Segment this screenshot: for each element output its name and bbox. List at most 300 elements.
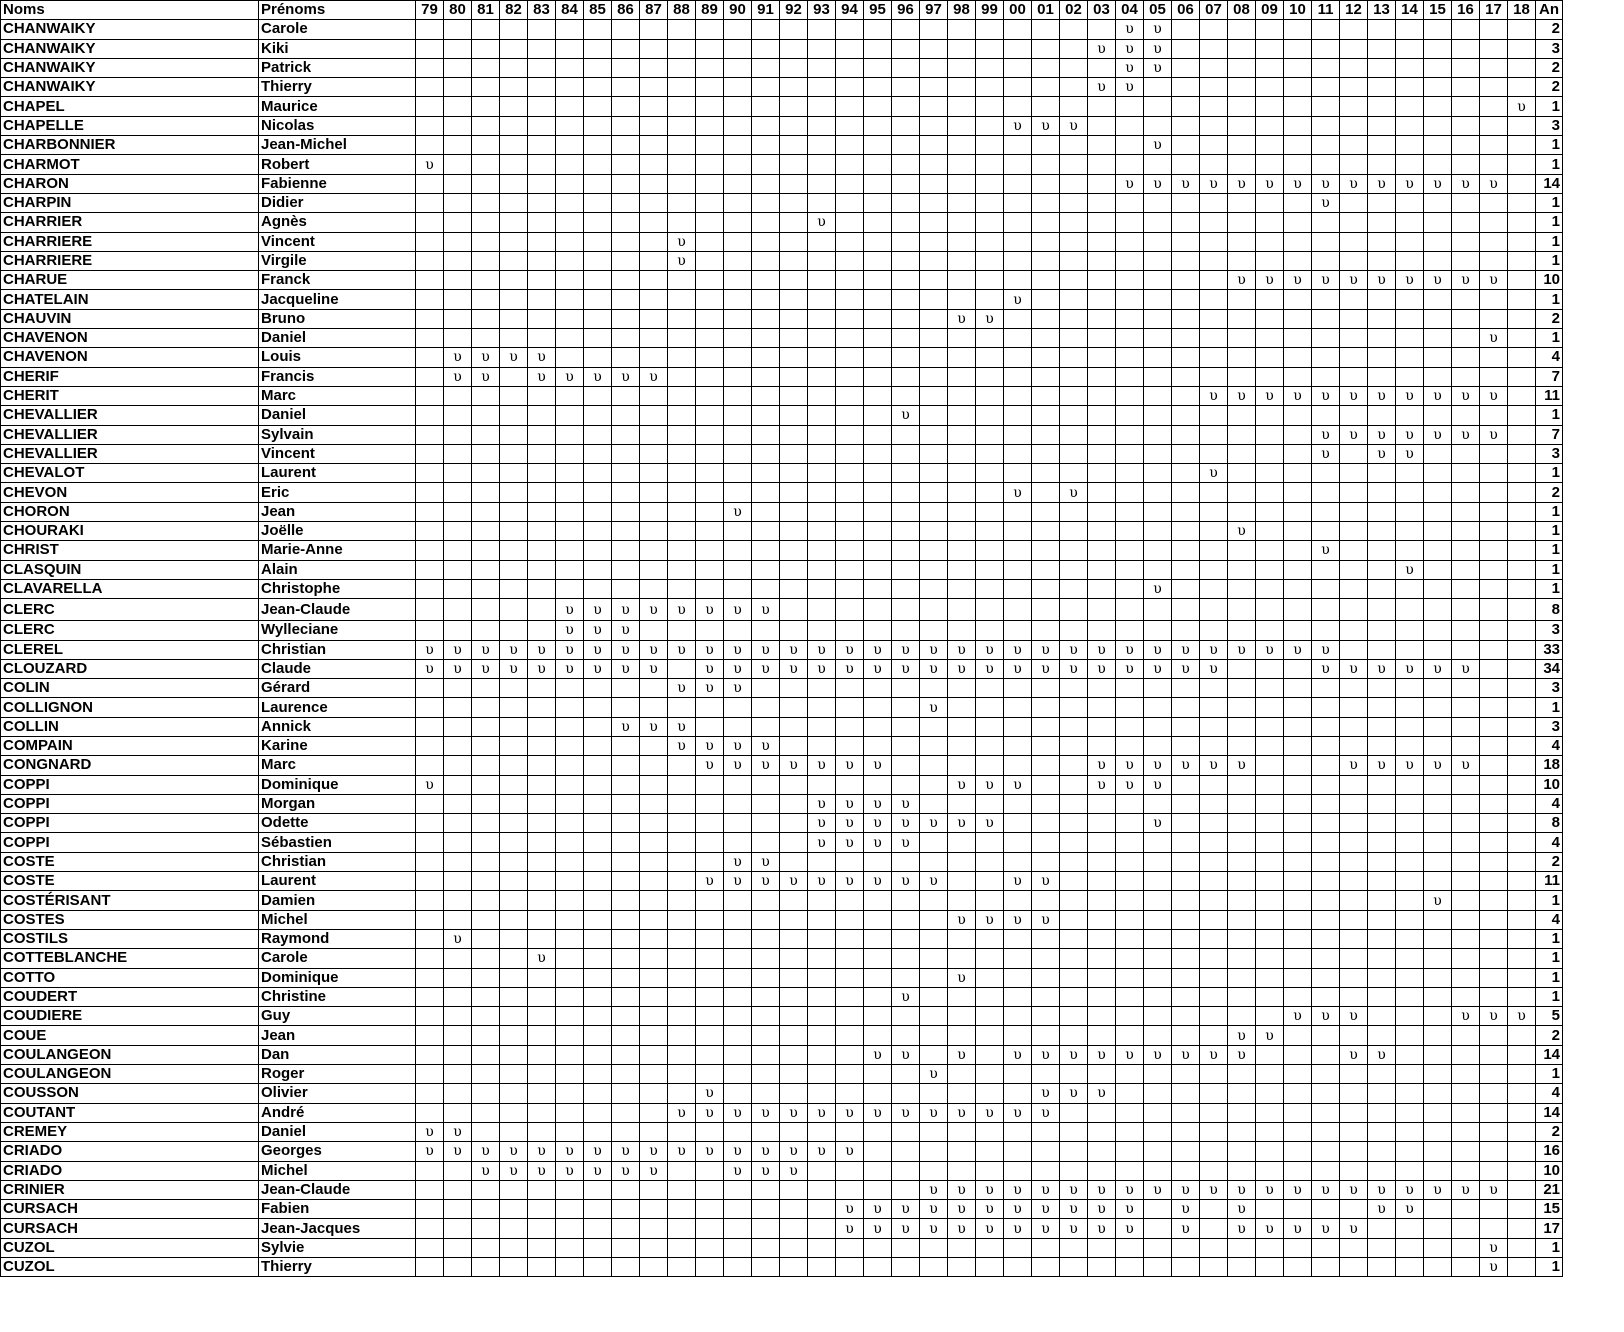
- cell-year: υ: [1116, 1219, 1144, 1238]
- cell-year: [1368, 136, 1396, 155]
- cell-year: [808, 1238, 836, 1257]
- cell-year: [864, 290, 892, 309]
- cell-year: [948, 1161, 976, 1180]
- cell-year: [528, 1065, 556, 1084]
- cell-year: υ: [1228, 1200, 1256, 1219]
- cell-year: [556, 20, 584, 39]
- cell-year: [612, 406, 640, 425]
- cell-year: [1060, 679, 1088, 698]
- cell-year: [1256, 621, 1284, 640]
- cell-year: [1032, 929, 1060, 948]
- cell-year: [500, 290, 528, 309]
- cell-year: [808, 329, 836, 348]
- cell-year: [416, 698, 444, 717]
- cell-year: [1172, 968, 1200, 987]
- cell-year: υ: [1200, 464, 1228, 483]
- cell-year: [444, 1065, 472, 1084]
- cell-year: [1424, 464, 1452, 483]
- cell-year: υ: [1424, 1180, 1452, 1199]
- cell-year: [808, 271, 836, 290]
- cell-year: [920, 1122, 948, 1141]
- cell-year: [1032, 833, 1060, 852]
- cell-year: υ: [724, 502, 752, 521]
- cell-year: [836, 987, 864, 1006]
- cell-year: [444, 599, 472, 621]
- cell-year: [1312, 1065, 1340, 1084]
- cell-year: [640, 949, 668, 968]
- cell-year: [1004, 833, 1032, 852]
- cell-year: [668, 136, 696, 155]
- cell-year: [1144, 193, 1172, 212]
- cell-year: [444, 406, 472, 425]
- cell-year: [668, 116, 696, 135]
- cell-year: [444, 541, 472, 560]
- cell-year: [1144, 1084, 1172, 1103]
- cell-year: [1228, 193, 1256, 212]
- table-row: [1, 406, 1563, 425]
- cell-year: [1088, 1103, 1116, 1122]
- cell-year: [1312, 987, 1340, 1006]
- cell-year: [1172, 271, 1200, 290]
- cell-prenom: Christian: [259, 852, 416, 871]
- cell-year: [528, 425, 556, 444]
- cell-year: [948, 116, 976, 135]
- cell-year: [640, 1200, 668, 1219]
- cell-nom: CUZOL: [1, 1238, 259, 1257]
- cell-year: [1508, 1200, 1536, 1219]
- cell-year: [612, 464, 640, 483]
- cell-year: [836, 155, 864, 174]
- cell-year: [892, 968, 920, 987]
- cell-year: [1508, 348, 1536, 367]
- cell-year: υ: [1340, 1007, 1368, 1026]
- cell-year: [1256, 522, 1284, 541]
- cell-year: [1256, 756, 1284, 775]
- cell-prenom: Fabien: [259, 1200, 416, 1219]
- cell-year: [640, 58, 668, 77]
- cell-year: υ: [808, 640, 836, 659]
- cell-year: [528, 20, 556, 39]
- cell-year: [1088, 1142, 1116, 1161]
- cell-year: [1004, 329, 1032, 348]
- cell-year: [920, 193, 948, 212]
- cell-year: [808, 1200, 836, 1219]
- cell-year: [1312, 406, 1340, 425]
- cell-year: [640, 987, 668, 1006]
- cell-year: [752, 891, 780, 910]
- cell-year: [1340, 775, 1368, 794]
- cell-year: [500, 1007, 528, 1026]
- cell-year: [1228, 775, 1256, 794]
- cell-nom: CHAVENON: [1, 348, 259, 367]
- cell-year: υ: [864, 659, 892, 678]
- cell-year: [1172, 1258, 1200, 1277]
- cell-year: υ: [1004, 1200, 1032, 1219]
- cell-year: [808, 599, 836, 621]
- cell-year: [1452, 872, 1480, 891]
- cell-year: [444, 872, 472, 891]
- cell-year: υ: [948, 814, 976, 833]
- cell-year: [1424, 444, 1452, 463]
- cell-year: [612, 155, 640, 174]
- cell-year: [1508, 136, 1536, 155]
- cell-year: [1088, 717, 1116, 736]
- cell-year: υ: [1116, 756, 1144, 775]
- cell-year: [1312, 348, 1340, 367]
- cell-year: [1032, 814, 1060, 833]
- table-body: [1, 20, 1563, 1277]
- cell-year: [948, 329, 976, 348]
- cell-year: [1480, 39, 1508, 58]
- cell-year: [920, 1084, 948, 1103]
- cell-nom: COTTEBLANCHE: [1, 949, 259, 968]
- cell-year: [556, 872, 584, 891]
- cell-year: [808, 987, 836, 1006]
- cell-year: [556, 502, 584, 521]
- cell-year: [1116, 251, 1144, 270]
- cell-year: [1004, 232, 1032, 251]
- cell-year: [1480, 20, 1508, 39]
- cell-year: [920, 444, 948, 463]
- cell-prenom: Roger: [259, 1065, 416, 1084]
- cell-year: [668, 833, 696, 852]
- cell-year: [1312, 599, 1340, 621]
- cell-year: [1284, 541, 1312, 560]
- cell-year: υ: [1452, 425, 1480, 444]
- cell-total: 3: [1536, 39, 1563, 58]
- cell-year: [948, 444, 976, 463]
- cell-year: [1032, 136, 1060, 155]
- cell-year: [1256, 1200, 1284, 1219]
- cell-year: [696, 987, 724, 1006]
- cell-year: [1144, 444, 1172, 463]
- table-row: [1, 1219, 1563, 1238]
- cell-year: [1284, 756, 1312, 775]
- cell-year: [1060, 756, 1088, 775]
- cell-year: υ: [808, 1103, 836, 1122]
- table-row: [1, 1103, 1563, 1122]
- cell-year: υ: [640, 367, 668, 386]
- cell-year: [1452, 1084, 1480, 1103]
- cell-year: [1424, 1045, 1452, 1064]
- cell-year: [612, 20, 640, 39]
- cell-year: [1032, 736, 1060, 755]
- cell-year: [948, 1238, 976, 1257]
- cell-year: [976, 155, 1004, 174]
- table-row: [1, 1142, 1563, 1161]
- header-total: An: [1536, 1, 1563, 20]
- cell-prenom: Jean-Claude: [259, 599, 416, 621]
- cell-year: [1144, 1219, 1172, 1238]
- cell-year: [1368, 155, 1396, 174]
- cell-year: [668, 910, 696, 929]
- table-row: [1, 1065, 1563, 1084]
- cell-year: [1284, 1026, 1312, 1045]
- table-row: [1, 58, 1563, 77]
- cell-year: [1424, 39, 1452, 58]
- cell-year: [1508, 891, 1536, 910]
- cell-year: [1060, 78, 1088, 97]
- cell-year: [472, 1026, 500, 1045]
- cell-year: [500, 910, 528, 929]
- cell-year: υ: [528, 1161, 556, 1180]
- cell-year: [528, 193, 556, 212]
- cell-year: [1144, 1161, 1172, 1180]
- cell-year: [1088, 852, 1116, 871]
- cell-year: [1060, 1258, 1088, 1277]
- cell-year: [724, 698, 752, 717]
- cell-year: [416, 599, 444, 621]
- cell-year: [1340, 1200, 1368, 1219]
- cell-year: [892, 271, 920, 290]
- cell-year: [808, 579, 836, 598]
- cell-year: [584, 910, 612, 929]
- cell-year: υ: [1144, 756, 1172, 775]
- cell-year: [836, 213, 864, 232]
- cell-year: [780, 833, 808, 852]
- cell-year: [836, 1258, 864, 1277]
- cell-year: [1508, 251, 1536, 270]
- cell-year: [808, 968, 836, 987]
- cell-year: [780, 949, 808, 968]
- cell-year: [416, 348, 444, 367]
- cell-year: [1396, 814, 1424, 833]
- cell-year: [696, 1045, 724, 1064]
- cell-year: [1312, 560, 1340, 579]
- cell-year: [1256, 329, 1284, 348]
- cell-year: [1088, 193, 1116, 212]
- cell-year: [948, 698, 976, 717]
- cell-year: [472, 425, 500, 444]
- cell-year: [1396, 852, 1424, 871]
- cell-year: υ: [1480, 425, 1508, 444]
- cell-year: [1452, 1122, 1480, 1141]
- cell-year: [780, 348, 808, 367]
- cell-year: [500, 599, 528, 621]
- cell-year: [1312, 1122, 1340, 1141]
- cell-year: [668, 425, 696, 444]
- cell-year: [1452, 116, 1480, 135]
- header-row: [1, 1, 1563, 20]
- cell-year: [612, 1045, 640, 1064]
- cell-year: [696, 1161, 724, 1180]
- cell-year: [1480, 891, 1508, 910]
- cell-year: [472, 987, 500, 1006]
- cell-year: [808, 1122, 836, 1141]
- cell-year: [808, 1180, 836, 1199]
- cell-total: 4: [1536, 348, 1563, 367]
- table-row: [1, 659, 1563, 678]
- cell-year: [444, 290, 472, 309]
- cell-year: [584, 522, 612, 541]
- cell-year: [1340, 814, 1368, 833]
- cell-year: υ: [724, 852, 752, 871]
- cell-year: [528, 309, 556, 328]
- cell-year: [1508, 502, 1536, 521]
- cell-year: [472, 174, 500, 193]
- cell-year: [444, 97, 472, 116]
- cell-year: [444, 1180, 472, 1199]
- cell-year: [1424, 406, 1452, 425]
- cell-year: υ: [584, 640, 612, 659]
- cell-year: [696, 39, 724, 58]
- cell-year: [780, 483, 808, 502]
- cell-year: υ: [612, 621, 640, 640]
- header-year: 03: [1088, 1, 1116, 20]
- cell-year: [1060, 444, 1088, 463]
- cell-year: [696, 794, 724, 813]
- cell-year: [892, 929, 920, 948]
- cell-year: υ: [640, 599, 668, 621]
- cell-year: [1116, 522, 1144, 541]
- cell-year: [1060, 309, 1088, 328]
- cell-year: [1452, 251, 1480, 270]
- cell-year: [836, 910, 864, 929]
- cell-nom: CREMEY: [1, 1122, 259, 1141]
- cell-year: [836, 522, 864, 541]
- cell-year: [836, 1180, 864, 1199]
- cell-year: [836, 193, 864, 212]
- cell-year: [1032, 698, 1060, 717]
- cell-year: υ: [1312, 271, 1340, 290]
- cell-year: υ: [640, 1142, 668, 1161]
- cell-year: [780, 1065, 808, 1084]
- cell-year: υ: [1368, 1200, 1396, 1219]
- cell-year: [1004, 756, 1032, 775]
- cell-year: [416, 232, 444, 251]
- cell-year: [472, 872, 500, 891]
- table-row: [1, 116, 1563, 135]
- cell-year: υ: [1424, 174, 1452, 193]
- cell-year: [1340, 213, 1368, 232]
- cell-year: [528, 155, 556, 174]
- cell-year: [1424, 1258, 1452, 1277]
- cell-year: [1060, 136, 1088, 155]
- cell-year: [1004, 1238, 1032, 1257]
- cell-year: [416, 560, 444, 579]
- cell-year: [920, 367, 948, 386]
- cell-year: [500, 464, 528, 483]
- cell-year: [1452, 968, 1480, 987]
- cell-year: [1088, 367, 1116, 386]
- table-row: [1, 1045, 1563, 1064]
- cell-year: [752, 39, 780, 58]
- cell-year: [864, 968, 892, 987]
- cell-year: [668, 929, 696, 948]
- cell-year: [836, 58, 864, 77]
- cell-prenom: Christophe: [259, 579, 416, 598]
- cell-year: [1424, 1219, 1452, 1238]
- cell-year: υ: [444, 1142, 472, 1161]
- cell-prenom: Nicolas: [259, 116, 416, 135]
- cell-year: [556, 1238, 584, 1257]
- cell-year: [668, 891, 696, 910]
- cell-year: υ: [416, 659, 444, 678]
- cell-year: [1424, 522, 1452, 541]
- cell-year: [1312, 1026, 1340, 1045]
- cell-year: [1088, 599, 1116, 621]
- cell-year: [1340, 406, 1368, 425]
- cell-year: [668, 522, 696, 541]
- cell-year: [640, 794, 668, 813]
- cell-year: υ: [1312, 386, 1340, 405]
- cell-year: [864, 193, 892, 212]
- cell-year: [444, 1161, 472, 1180]
- cell-year: [864, 367, 892, 386]
- cell-year: [1088, 232, 1116, 251]
- cell-prenom: Jean-Claude: [259, 1180, 416, 1199]
- cell-nom: CLAVARELLA: [1, 579, 259, 598]
- cell-year: [1004, 39, 1032, 58]
- cell-year: [444, 1219, 472, 1238]
- table-row: [1, 833, 1563, 852]
- cell-year: [1200, 1122, 1228, 1141]
- cell-year: υ: [1228, 522, 1256, 541]
- cell-year: [752, 621, 780, 640]
- cell-year: [1340, 1258, 1368, 1277]
- cell-year: [472, 1007, 500, 1026]
- cell-year: [444, 1026, 472, 1045]
- cell-year: [416, 949, 444, 968]
- cell-year: [1312, 116, 1340, 135]
- cell-year: [1228, 155, 1256, 174]
- cell-year: [1256, 1142, 1284, 1161]
- cell-year: υ: [1396, 386, 1424, 405]
- cell-year: [416, 717, 444, 736]
- cell-year: υ: [1480, 1007, 1508, 1026]
- cell-year: [1368, 290, 1396, 309]
- cell-year: [780, 1045, 808, 1064]
- cell-year: υ: [948, 309, 976, 328]
- cell-year: [1480, 367, 1508, 386]
- cell-year: [640, 1007, 668, 1026]
- cell-year: [500, 1065, 528, 1084]
- cell-year: [724, 193, 752, 212]
- cell-year: [668, 579, 696, 598]
- cell-total: 8: [1536, 599, 1563, 621]
- cell-year: [1312, 290, 1340, 309]
- cell-year: [500, 502, 528, 521]
- cell-year: [752, 1200, 780, 1219]
- cell-year: [948, 852, 976, 871]
- cell-year: υ: [1424, 659, 1452, 678]
- cell-year: [948, 794, 976, 813]
- cell-year: [1088, 794, 1116, 813]
- cell-year: [1144, 1142, 1172, 1161]
- cell-year: [696, 560, 724, 579]
- table-row: [1, 794, 1563, 813]
- cell-prenom: Morgan: [259, 794, 416, 813]
- cell-year: [640, 522, 668, 541]
- cell-year: [1452, 367, 1480, 386]
- header-year: 07: [1200, 1, 1228, 20]
- cell-year: [444, 502, 472, 521]
- table-row: [1, 756, 1563, 775]
- cell-year: [696, 814, 724, 833]
- cell-year: [528, 1219, 556, 1238]
- cell-total: 1: [1536, 232, 1563, 251]
- cell-year: [416, 483, 444, 502]
- cell-year: [444, 329, 472, 348]
- cell-year: υ: [1060, 1180, 1088, 1199]
- cell-year: [920, 116, 948, 135]
- cell-year: [1060, 1142, 1088, 1161]
- cell-year: υ: [1144, 640, 1172, 659]
- cell-year: [780, 794, 808, 813]
- cell-year: [724, 1200, 752, 1219]
- cell-year: [640, 20, 668, 39]
- cell-year: [948, 1122, 976, 1141]
